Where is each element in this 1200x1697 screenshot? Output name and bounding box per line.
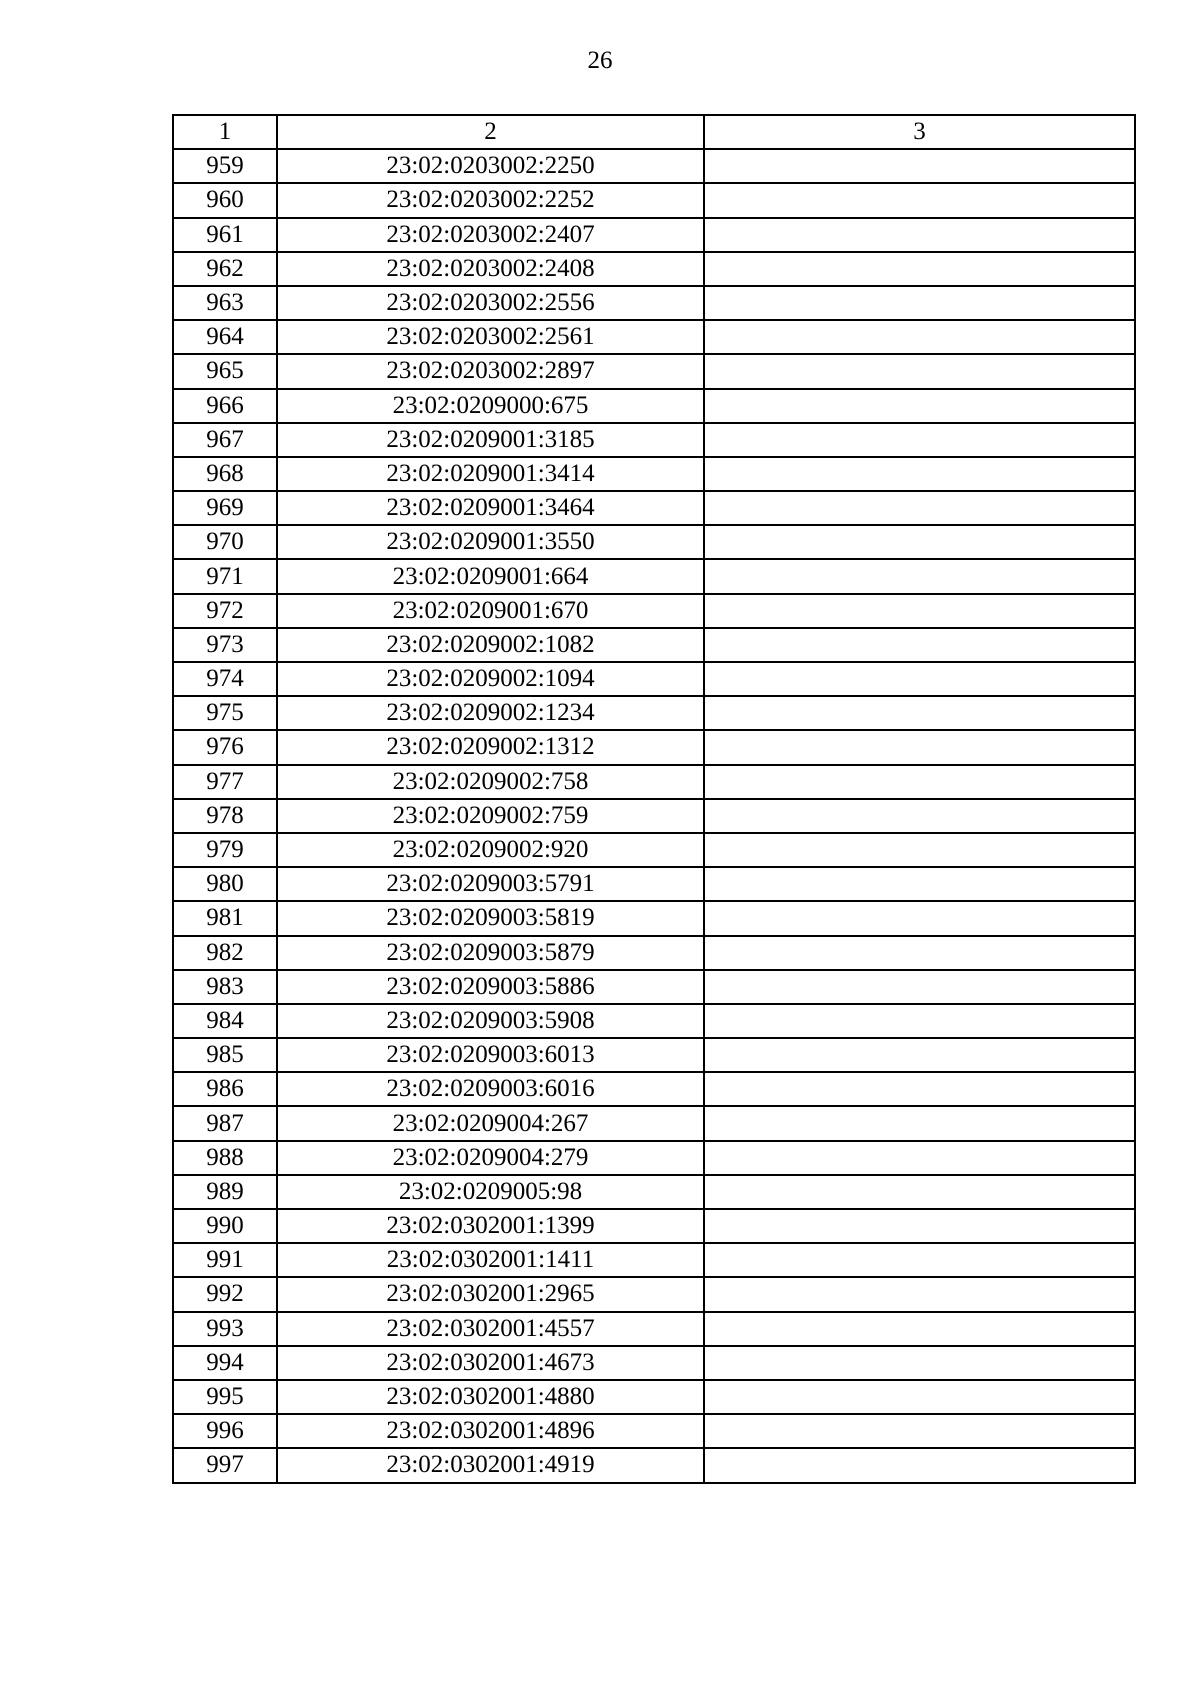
table-row (173, 149, 1135, 183)
notes-cell (704, 218, 1135, 252)
row-number-cell: 984 (173, 1004, 277, 1038)
notes-cell (704, 1448, 1135, 1482)
row-number-cell: 983 (173, 970, 277, 1004)
notes-cell (704, 867, 1135, 901)
notes-cell (704, 1277, 1135, 1311)
table-row (173, 1277, 1135, 1311)
notes-cell (704, 525, 1135, 559)
row-number-cell: 990 (173, 1209, 277, 1243)
row-number-cell: 963 (173, 286, 277, 320)
table-row (173, 1380, 1135, 1414)
cadastral-number-cell: 23:02:0203002:2252 (277, 183, 704, 217)
row-number-cell: 969 (173, 491, 277, 525)
cadastral-number-cell: 23:02:0209003:5879 (277, 936, 704, 970)
row-number-cell: 986 (173, 1072, 277, 1106)
header-cell-col3: 3 (704, 115, 1135, 149)
page-number: 26 (587, 47, 613, 74)
table-row (173, 491, 1135, 525)
row-number-cell: 960 (173, 183, 277, 217)
table-row (173, 1072, 1135, 1106)
cadastral-number-cell: 23:02:0209001:664 (277, 559, 704, 593)
table-row (173, 1106, 1135, 1140)
header-row (173, 115, 1135, 149)
notes-cell (704, 1038, 1135, 1072)
notes-cell (704, 799, 1135, 833)
cadastral-number-cell: 23:02:0302001:4673 (277, 1346, 704, 1380)
row-number-cell: 981 (173, 901, 277, 935)
notes-cell (704, 730, 1135, 764)
cadastral-table (172, 114, 1136, 1484)
notes-cell (704, 1414, 1135, 1448)
table-row (173, 320, 1135, 354)
notes-cell (704, 1380, 1135, 1414)
table-row (173, 833, 1135, 867)
row-number-cell: 977 (173, 765, 277, 799)
table-row (173, 1004, 1135, 1038)
table-row (173, 559, 1135, 593)
row-number-cell: 985 (173, 1038, 277, 1072)
row-number-cell: 967 (173, 423, 277, 457)
cadastral-number-cell: 23:02:0203002:2561 (277, 320, 704, 354)
row-number-cell: 982 (173, 936, 277, 970)
table-row (173, 1175, 1135, 1209)
table-row (173, 354, 1135, 388)
cadastral-number-cell: 23:02:0209004:267 (277, 1106, 704, 1140)
table-row (173, 389, 1135, 423)
cadastral-number-cell: 23:02:0209002:920 (277, 833, 704, 867)
cadastral-number-cell: 23:02:0209003:5791 (277, 867, 704, 901)
row-number-cell: 991 (173, 1243, 277, 1277)
table-row (173, 1346, 1135, 1380)
cadastral-number-cell: 23:02:0203002:2556 (277, 286, 704, 320)
table-row (173, 457, 1135, 491)
cadastral-number-cell: 23:02:0302001:4557 (277, 1312, 704, 1346)
table-row (173, 765, 1135, 799)
table-header (173, 115, 1135, 149)
row-number-cell: 962 (173, 252, 277, 286)
cadastral-number-cell: 23:02:0302001:4919 (277, 1448, 704, 1482)
cadastral-number-cell: 23:02:0302001:2965 (277, 1277, 704, 1311)
row-number-cell: 972 (173, 594, 277, 628)
table-row (173, 1141, 1135, 1175)
notes-cell (704, 833, 1135, 867)
table-row (173, 730, 1135, 764)
notes-cell (704, 1209, 1135, 1243)
notes-cell (704, 1346, 1135, 1380)
notes-cell (704, 1243, 1135, 1277)
row-number-cell: 993 (173, 1312, 277, 1346)
header-cell-col2: 2 (277, 115, 704, 149)
cadastral-number-cell: 23:02:0209003:6016 (277, 1072, 704, 1106)
row-number-cell: 979 (173, 833, 277, 867)
table-row (173, 1312, 1135, 1346)
row-number-cell: 988 (173, 1141, 277, 1175)
cadastral-number-cell: 23:02:0209001:670 (277, 594, 704, 628)
table-row (173, 423, 1135, 457)
notes-cell (704, 354, 1135, 388)
cadastral-number-cell: 23:02:0209002:1234 (277, 696, 704, 730)
notes-cell (704, 1072, 1135, 1106)
row-number-cell: 975 (173, 696, 277, 730)
row-number-cell: 976 (173, 730, 277, 764)
table-row (173, 1209, 1135, 1243)
table-row (173, 252, 1135, 286)
table-row (173, 594, 1135, 628)
table-row (173, 218, 1135, 252)
header-cell-col1: 1 (173, 115, 277, 149)
cadastral-number-cell: 23:02:0209002:759 (277, 799, 704, 833)
cadastral-number-cell: 23:02:0209001:3185 (277, 423, 704, 457)
notes-cell (704, 286, 1135, 320)
notes-cell (704, 320, 1135, 354)
notes-cell (704, 559, 1135, 593)
cadastral-number-cell: 23:02:0209003:5819 (277, 901, 704, 935)
table-row (173, 696, 1135, 730)
notes-cell (704, 183, 1135, 217)
row-number-cell: 992 (173, 1277, 277, 1311)
table-row (173, 286, 1135, 320)
row-number-cell: 971 (173, 559, 277, 593)
notes-cell (704, 696, 1135, 730)
cadastral-number-cell: 23:02:0209005:98 (277, 1175, 704, 1209)
row-number-cell: 989 (173, 1175, 277, 1209)
row-number-cell: 973 (173, 628, 277, 662)
row-number-cell: 995 (173, 1380, 277, 1414)
notes-cell (704, 1004, 1135, 1038)
table-row (173, 183, 1135, 217)
notes-cell (704, 1106, 1135, 1140)
cadastral-number-cell: 23:02:0302001:1399 (277, 1209, 704, 1243)
table-row (173, 901, 1135, 935)
row-number-cell: 961 (173, 218, 277, 252)
cadastral-number-cell: 23:02:0209004:279 (277, 1141, 704, 1175)
notes-cell (704, 1312, 1135, 1346)
notes-cell (704, 149, 1135, 183)
table-body (173, 149, 1135, 1482)
notes-cell (704, 901, 1135, 935)
table-row (173, 1448, 1135, 1482)
cadastral-number-cell: 23:02:0209002:1094 (277, 662, 704, 696)
row-number-cell: 959 (173, 149, 277, 183)
table-row (173, 1243, 1135, 1277)
row-number-cell: 980 (173, 867, 277, 901)
cadastral-number-cell: 23:02:0209002:1082 (277, 628, 704, 662)
table-row (173, 799, 1135, 833)
notes-cell (704, 252, 1135, 286)
cadastral-number-cell: 23:02:0302001:4896 (277, 1414, 704, 1448)
table-row (173, 936, 1135, 970)
cadastral-number-cell: 23:02:0203002:2250 (277, 149, 704, 183)
notes-cell (704, 491, 1135, 525)
cadastral-number-cell: 23:02:0209003:5908 (277, 1004, 704, 1038)
notes-cell (704, 970, 1135, 1004)
cadastral-number-cell: 23:02:0209001:3464 (277, 491, 704, 525)
cadastral-number-cell: 23:02:0209002:758 (277, 765, 704, 799)
cadastral-number-cell: 23:02:0209001:3414 (277, 457, 704, 491)
notes-cell (704, 662, 1135, 696)
table-row (173, 525, 1135, 559)
notes-cell (704, 936, 1135, 970)
notes-cell (704, 628, 1135, 662)
row-number-cell: 994 (173, 1346, 277, 1380)
cadastral-number-cell: 23:02:0302001:4880 (277, 1380, 704, 1414)
cadastral-number-cell: 23:02:0209003:5886 (277, 970, 704, 1004)
row-number-cell: 968 (173, 457, 277, 491)
table-row (173, 1038, 1135, 1072)
notes-cell (704, 594, 1135, 628)
row-number-cell: 996 (173, 1414, 277, 1448)
row-number-cell: 966 (173, 389, 277, 423)
row-number-cell: 970 (173, 525, 277, 559)
notes-cell (704, 423, 1135, 457)
cadastral-number-cell: 23:02:0209003:6013 (277, 1038, 704, 1072)
cadastral-number-cell: 23:02:0302001:1411 (277, 1243, 704, 1277)
cadastral-number-cell: 23:02:0203002:2897 (277, 354, 704, 388)
table-row (173, 662, 1135, 696)
row-number-cell: 978 (173, 799, 277, 833)
cadastral-number-cell: 23:02:0209000:675 (277, 389, 704, 423)
table-row (173, 628, 1135, 662)
table-row (173, 867, 1135, 901)
row-number-cell: 987 (173, 1106, 277, 1140)
cadastral-number-cell: 23:02:0209001:3550 (277, 525, 704, 559)
cadastral-number-cell: 23:02:0203002:2407 (277, 218, 704, 252)
row-number-cell: 997 (173, 1448, 277, 1482)
notes-cell (704, 389, 1135, 423)
row-number-cell: 974 (173, 662, 277, 696)
row-number-cell: 965 (173, 354, 277, 388)
cadastral-number-cell: 23:02:0209002:1312 (277, 730, 704, 764)
table-row (173, 1414, 1135, 1448)
table-row (173, 970, 1135, 1004)
notes-cell (704, 1141, 1135, 1175)
cadastral-number-cell: 23:02:0203002:2408 (277, 252, 704, 286)
notes-cell (704, 765, 1135, 799)
notes-cell (704, 1175, 1135, 1209)
notes-cell (704, 457, 1135, 491)
row-number-cell: 964 (173, 320, 277, 354)
